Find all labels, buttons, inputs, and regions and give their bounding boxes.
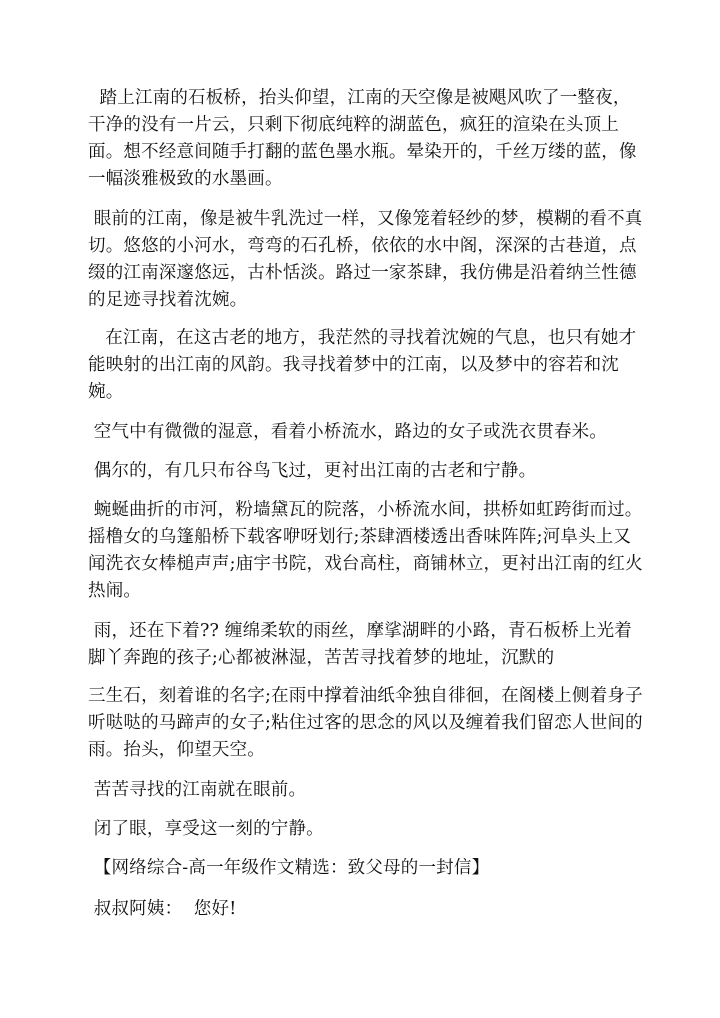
paragraph-6: 蜿蜒曲折的市河，粉墙黛瓦的院落，小桥流水间，拱桥如虹跨街而过。摇橹女的乌篷船桥下载客咿呀划行;茶肆酒楼透出香味阵阵;河阜头上又闻洗衣女棒槌声声;庙宇书院，戏台高柱，商铺林立，更衬出江南的红火热闹。 xyxy=(88,500,643,601)
paragraph-9: 苦苦寻找的江南就在眼前。 xyxy=(88,780,307,800)
paragraph-7: 雨，还在下着?? 缠绵柔软的雨丝，摩挲湖畔的小路，青石板桥上光着脚丫奔跑的孩子;心都被淋湿，苦苦寻找着梦的地址，沉默的 xyxy=(88,621,632,668)
letter-salutation: 叔叔阿姨： 您好! xyxy=(88,899,237,919)
paragraph-3: 在江南，在这古老的地方，我茫然的寻找着沈婉的气息，也只有她才能映射的出江南的风韵。我寻找着梦中的江南，以及梦中的容若和沈婉。 xyxy=(88,328,637,402)
section-heading: 【网络综合-高一年级作文精选：致父母的一封信】 xyxy=(88,858,490,878)
paragraph-2: 眼前的江南，像是被牛乳洗过一样，又像笼着轻纱的梦，模糊的看不真切。悠悠的小河水，弯弯的石孔桥，依依的水中阁，深深的古巷道，点缀的江南深邃悠远，古朴恬淡。路过一家茶肆，我仿佛是沿着纳兰性德的足迹寻找着沈婉。 xyxy=(88,209,643,310)
paragraph-10: 闭了眼，享受这一刻的宁静。 xyxy=(88,819,324,839)
paragraph-1: 踏上江南的石板桥，抬头仰望，江南的天空像是被飓风吹了一整夜，干净的没有一片云，只剩下彻底纯粹的湖蓝色，疯狂的渲染在头顶上面。想不经意间随手打翻的蓝色墨水瓶。晕染开的，千丝万缕的蓝，像一幅淡雅极致的水墨画。 xyxy=(88,88,637,189)
paragraph-8: 三生石，刻着谁的名字;在雨中撑着油纸伞独自徘徊，在阁楼上侧着身子听哒哒的马蹄声的女子;粘住过客的思念的风以及缠着我们留恋人世间的雨。抬头，仰望天空。 xyxy=(88,686,643,760)
paragraph-4: 空气中有微微的湿意，看着小桥流水，路边的女子或洗衣贯春米。 xyxy=(88,422,608,442)
paragraph-5: 偶尔的，有几只布谷鸟飞过，更衬出江南的古老和宁静。 xyxy=(88,461,537,481)
